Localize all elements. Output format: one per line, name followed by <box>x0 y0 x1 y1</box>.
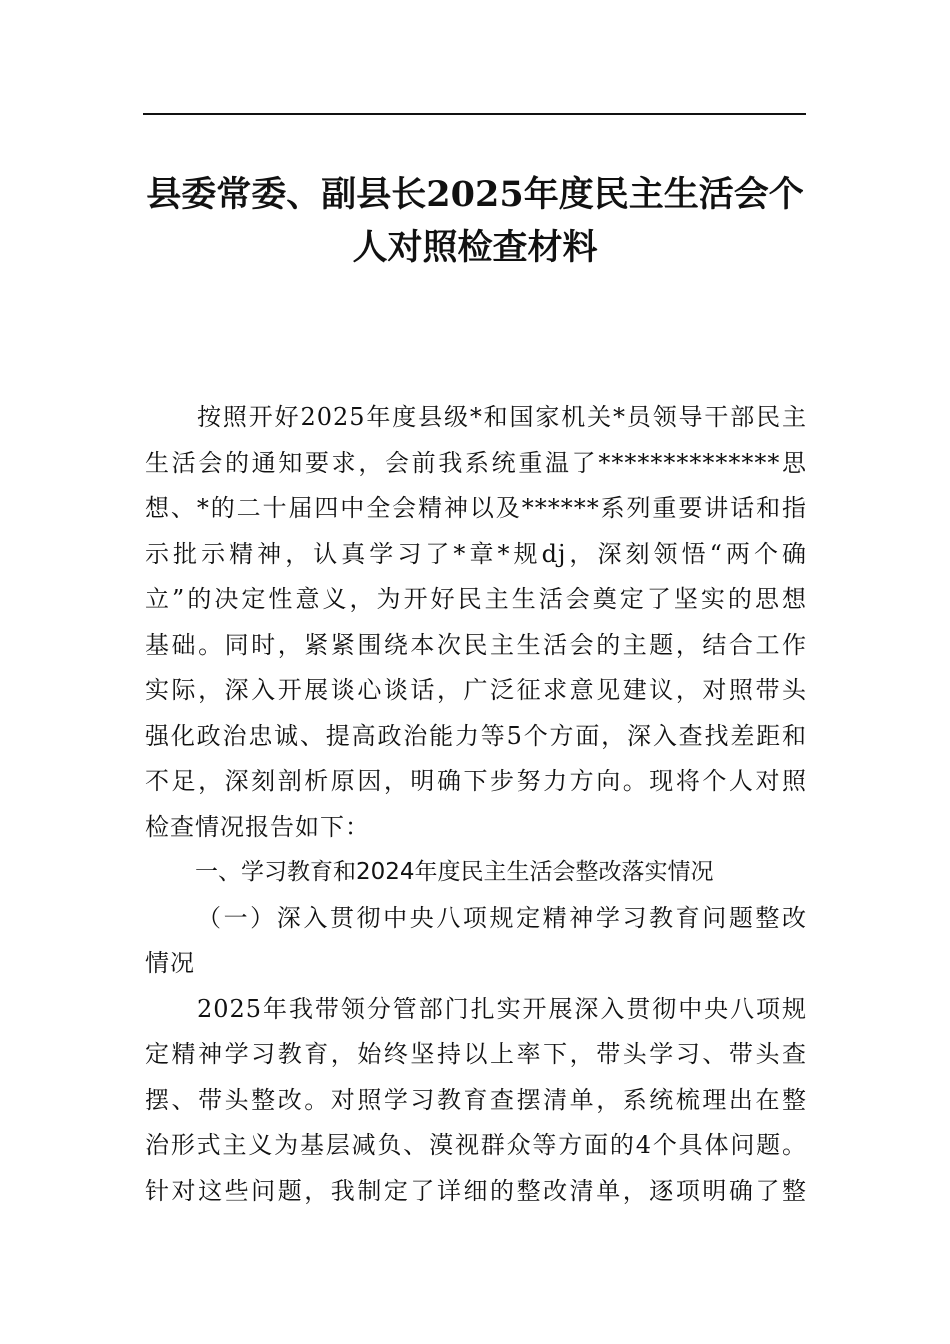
intro-line: 基础。同时，紧紧围绕本次民主生活会的主题，结合工作 <box>145 630 807 659</box>
subsection-heading-line: 情况 <box>145 949 195 977</box>
paragraph-line: 定精神学习教育，始终坚持以上率下，带头学习、带头查 <box>145 1040 807 1068</box>
intro-line: 按照开好2025年度县级*和国家机关*员领导干部民主 <box>197 403 807 431</box>
paragraph-line: 摆、带头整改。对照学习教育查摆清单，系统梳理出在整 <box>145 1085 807 1114</box>
intro-line: 想、*的二十届四中全会精神以及******系列重要讲话和指 <box>145 494 807 522</box>
intro-line: 立”的决定性意义，为开好民主生活会奠定了坚实的思想 <box>145 585 807 613</box>
subsection-heading-line: （一）深入贯彻中央八项规定精神学习教育问题整改 <box>197 903 807 932</box>
paragraph-line: 2025年我带领分管部门扎实开展深入贯彻中央八项规 <box>197 994 807 1023</box>
intro-line: 检查情况报告如下： <box>145 812 370 841</box>
header-rule <box>143 113 806 115</box>
paragraph-line: 治形式主义为基层减负、漠视群众等方面的4个具体问题。 <box>145 1131 807 1159</box>
document-title <box>120 168 830 274</box>
intro-line: 不足，深刻剖析原因，明确下步努力方向。现将个人对照 <box>145 767 807 795</box>
title-line: 人对照检查材料 <box>352 227 598 268</box>
intro-line: 生活会的通知要求，会前我系统重温了**************思 <box>145 448 807 477</box>
intro-line: 强化政治忠诚、提高政治能力等5个方面，深入查找差距和 <box>145 721 807 750</box>
document-body <box>145 395 807 1214</box>
paragraph-line: 针对这些问题，我制定了详细的整改清单，逐项明确了整 <box>145 1176 807 1205</box>
intro-line: 实际，深入开展谈心谈话，广泛征求意见建议，对照带头 <box>145 676 807 704</box>
intro-line: 示批示精神，认真学习了*章*规dj，深刻领悟“两个确 <box>145 539 807 568</box>
section-heading: 一、学习教育和2024年度民主生活会整改落实情况 <box>195 859 714 885</box>
title-line: 县委常委、副县长2025年度民主生活会个 <box>146 174 804 215</box>
